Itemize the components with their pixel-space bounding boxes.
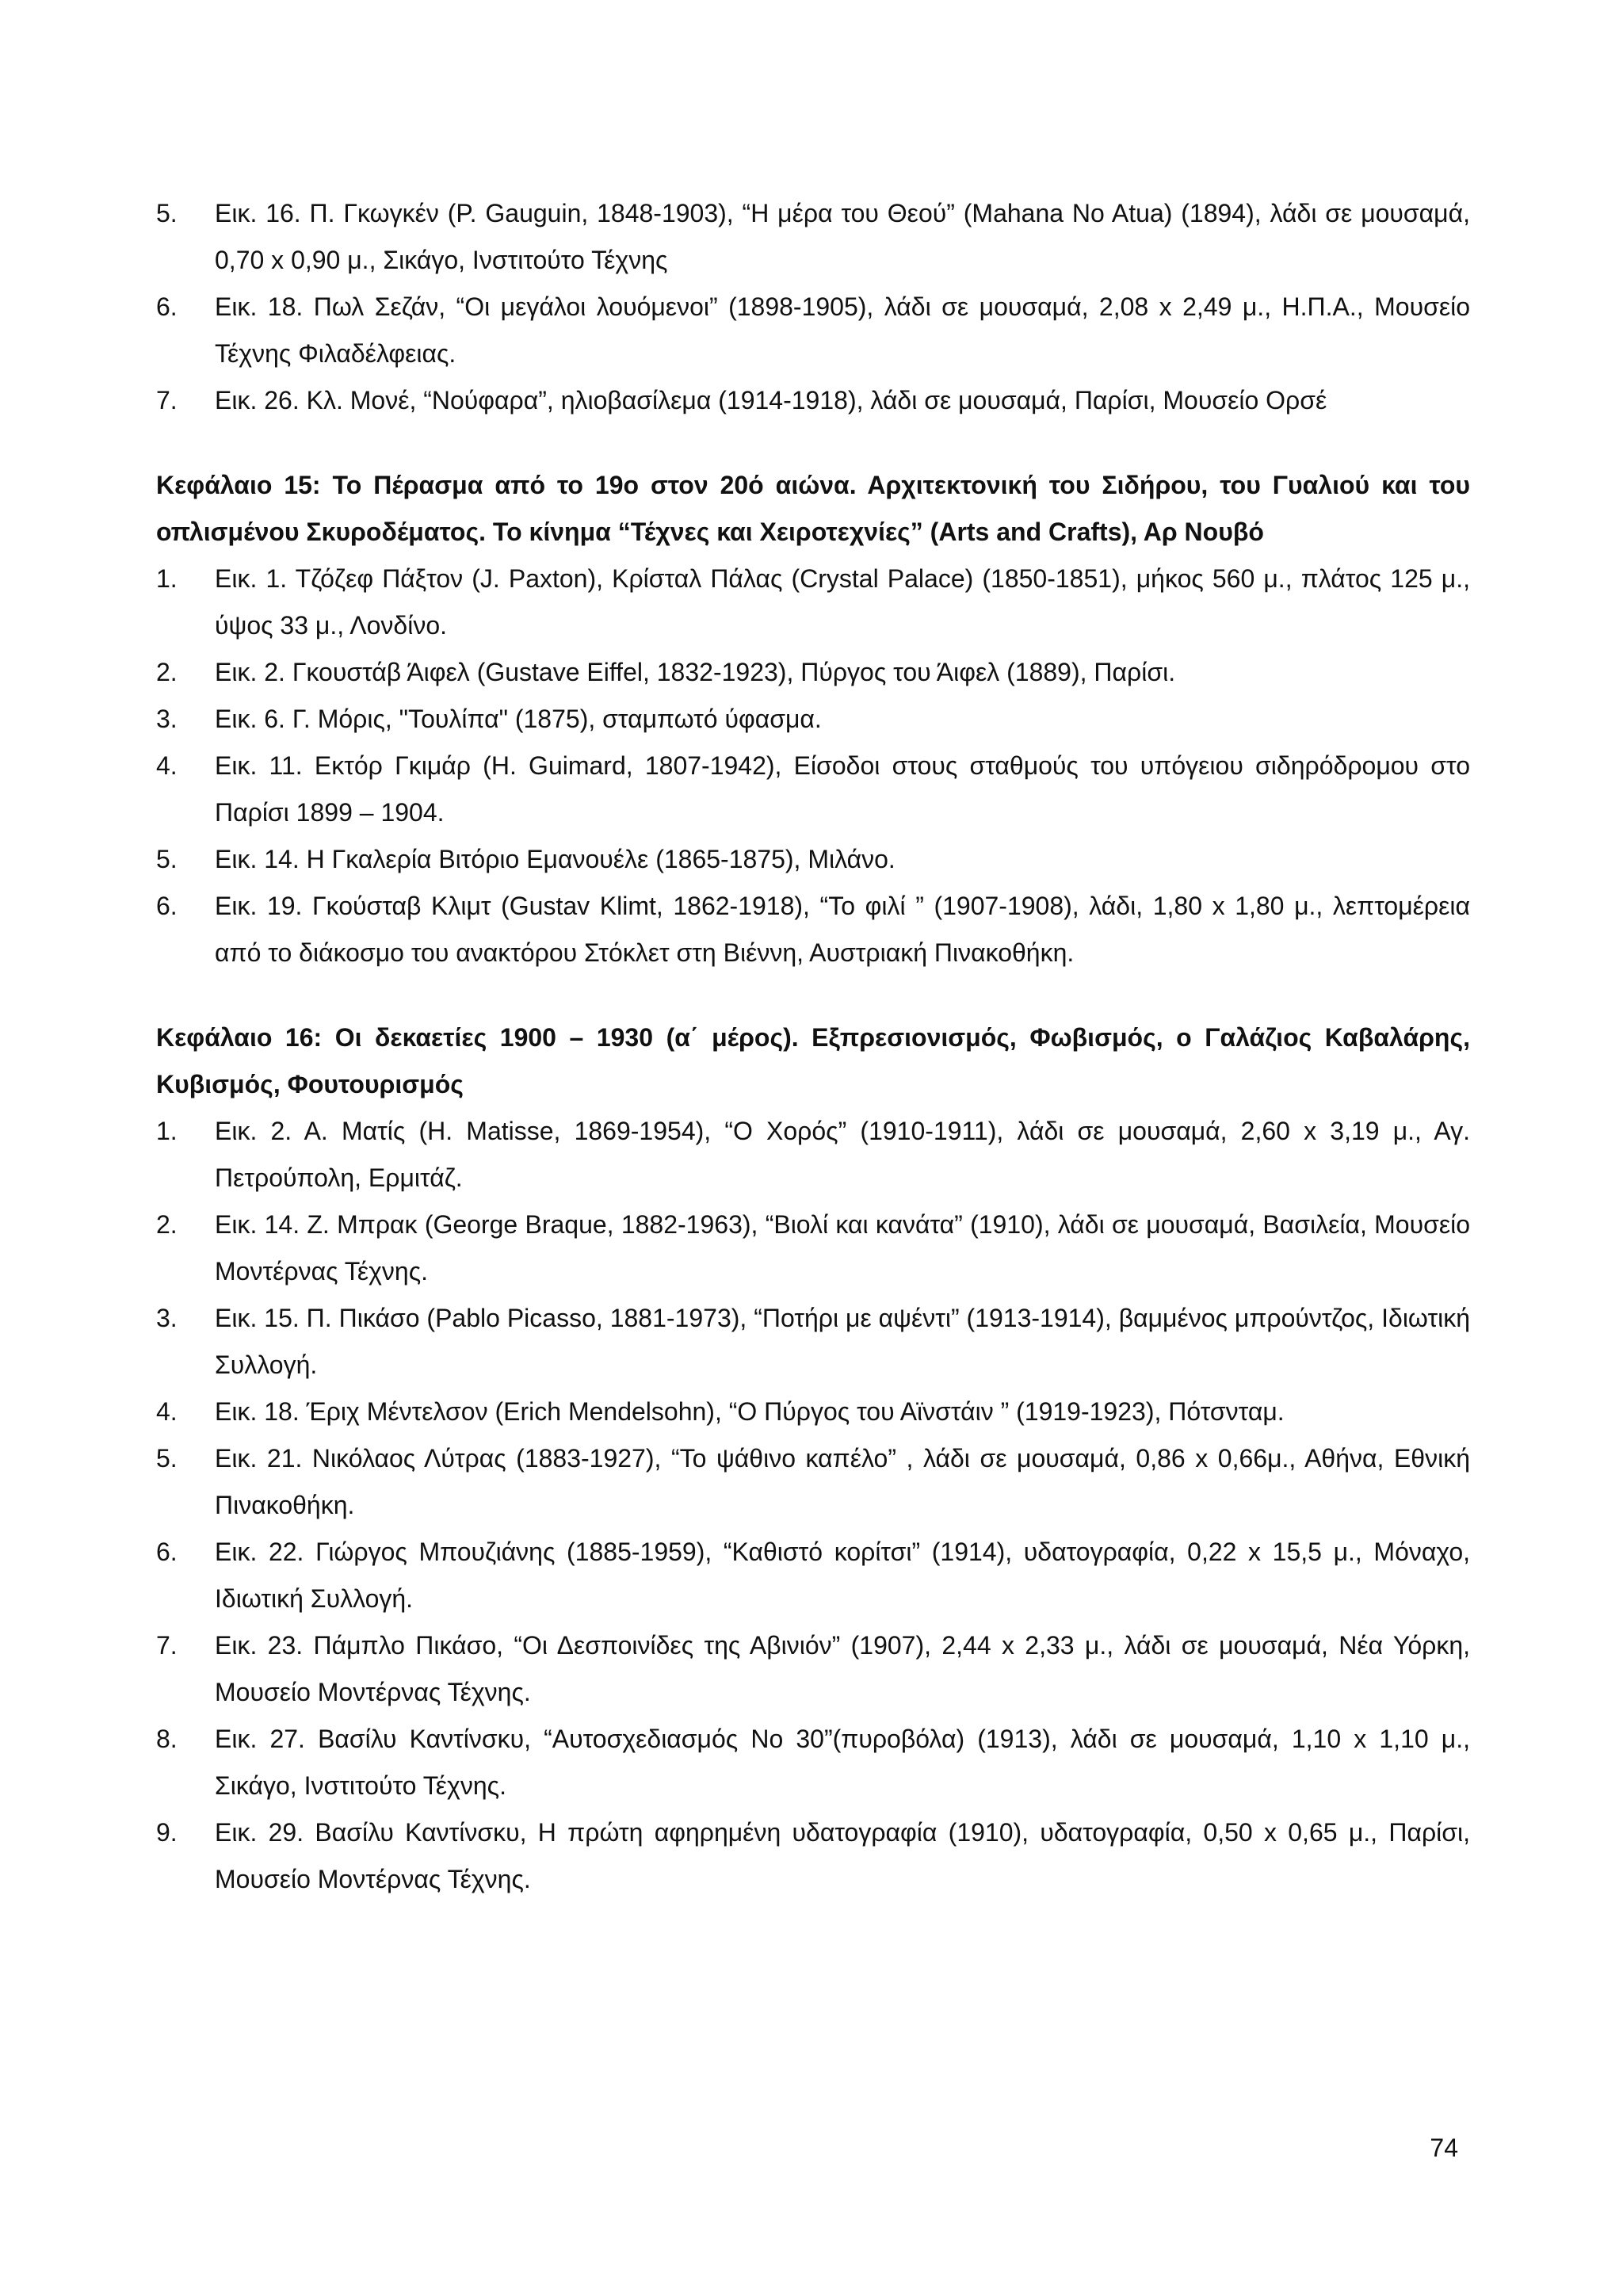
page-content — [156, 190, 1470, 1903]
figure-list — [156, 556, 1470, 976]
list-item — [156, 556, 1470, 649]
list-item — [156, 696, 1470, 743]
list-item-number: 1. — [156, 564, 178, 593]
list-item-text: Εικ. 22. Γιώργος Μπουζιάνης (1885-1959), “Καθιστό κορίτσι” (1914), υδατογραφία, 0,22 x 15,5 μ., Μόναχο, Ιδιωτική Συλλογή. — [215, 1538, 1470, 1613]
list-item-text: Εικ. 14. Η Γκαλερία Βιτόριο Εμανουέλε (1865-1875), Μιλάνο. — [215, 845, 896, 873]
list-item-number: 6. — [156, 1538, 178, 1566]
list-item-text: Εικ. 26. Κλ. Μονέ, “Νούφαρα”, ηλιοβασίλεμα (1914-1918), λάδι σε μουσαμά, Παρίσι, Μουσείο Ορσέ — [215, 386, 1327, 415]
list-item-text: Εικ. 18. Έριχ Μέντελσον (Erich Mendelsohn), “Ο Πύργος του Αϊνστάιν ” (1919-1923), Πότσνταμ. — [215, 1397, 1285, 1426]
figure-list — [156, 190, 1470, 424]
list-item-number: 6. — [156, 892, 178, 920]
list-item-number: 7. — [156, 1631, 178, 1660]
list-item-text: Εικ. 18. Πωλ Σεζάν, “Οι μεγάλοι λουόμενοι” (1898-1905), λάδι σε μουσαμά, 2,08 x 2,49 μ., Η.Π.Α., Μουσείο Τέχνης Φιλαδέλφειας. — [215, 292, 1470, 368]
list-item-number: 6. — [156, 292, 178, 321]
list-item — [156, 1622, 1470, 1716]
list-item-number: 3. — [156, 1304, 178, 1332]
list-item-text: Εικ. 14. Ζ. Μπρακ (George Braque, 1882-1963), “Βιολί και κανάτα” (1910), λάδι σε μουσαμά, Βασιλεία, Μουσείο Μοντέρνας Τέχνης. — [215, 1210, 1470, 1286]
chapter-heading: Κεφάλαιο 15: Το Πέρασμα από το 19ο στον 20ό αιώνα. Αρχιτεκτονική του Σιδήρου, του Γυαλιού και του οπλισμένου Σκυροδέματος. Το κίνημα “Τέχνες και Χειροτεχνίες” (Arts and Crafts), Αρ Νουβό — [156, 471, 1470, 546]
list-item — [156, 883, 1470, 976]
list-item — [156, 1108, 1470, 1201]
list-item — [156, 1389, 1470, 1435]
list-item — [156, 377, 1470, 424]
list-item-number: 8. — [156, 1725, 178, 1753]
chapter-heading: Κεφάλαιο 16: Οι δεκαετίες 1900 – 1930 (α΄ μέρος). Εξπρεσιονισμός, Φωβισμός, ο Γαλάζιος Καβαλάρης, Κυβισμός, Φουτουρισμός — [156, 1023, 1470, 1098]
list-item-number: 5. — [156, 199, 178, 227]
list-item-number: 4. — [156, 751, 178, 780]
section-chapter-16 — [156, 1014, 1470, 1903]
list-item — [156, 190, 1470, 284]
list-item-number: 2. — [156, 658, 178, 686]
list-item — [156, 1295, 1470, 1389]
list-item-text: Εικ. 16. Π. Γκωγκέν (P. Gauguin, 1848-1903), “Η μέρα του Θεού” (Mahana No Atua) (1894), λάδι σε μουσαμά, 0,70 x 0,90 μ., Σικάγο, Ινστιτούτο Τέχνης — [215, 199, 1470, 274]
list-item-text: Εικ. 23. Πάμπλο Πικάσο, “Οι Δεσποινίδες της Αβινιόν” (1907), 2,44 x 2,33 μ., λάδι σε μουσαμά, Νέα Υόρκη, Μουσείο Μοντέρνας Τέχνης. — [215, 1631, 1470, 1706]
list-item-number: 2. — [156, 1210, 178, 1239]
list-item-number: 5. — [156, 1444, 178, 1473]
section-chapter-15 — [156, 462, 1470, 976]
list-item-text: Εικ. 2. Γκουστάβ Άιφελ (Gustave Eiffel, 1832-1923), Πύργος του Άιφελ (1889), Παρίσι. — [215, 658, 1176, 686]
list-item-number: 9. — [156, 1818, 178, 1847]
list-item — [156, 1529, 1470, 1622]
page-number: 74 — [1430, 2134, 1458, 2162]
list-item — [156, 1435, 1470, 1529]
list-item-number: 5. — [156, 845, 178, 873]
list-item-text: Εικ. 15. Π. Πικάσο (Pablo Picasso, 1881-1973), “Ποτήρι με αψέντι” (1913-1914), βαμμένος μπρούντζος, Ιδιωτική Συλλογή. — [215, 1304, 1470, 1379]
list-item — [156, 1201, 1470, 1295]
list-item — [156, 284, 1470, 377]
list-item-text: Εικ. 19. Γκούσταβ Κλιμτ (Gustav Klimt, 1862-1918), “Το φιλί ” (1907-1908), λάδι, 1,80 x 1,80 μ., λεπτομέρεια από το διάκοσμο του ανακτόρου Στόκλετ στη Βιέννη, Αυστριακή Πινακοθήκη. — [215, 892, 1470, 967]
list-item-text: Εικ. 1. Τζόζεφ Πάξτον (J. Paxton), Κρίσταλ Πάλας (Crystal Palace) (1850-1851), μήκος 560 μ., πλάτος 125 μ., ύψος 33 μ., Λονδίνο. — [215, 564, 1470, 640]
list-item-number: 1. — [156, 1117, 178, 1145]
section-continuation — [156, 190, 1470, 424]
list-item-number: 4. — [156, 1397, 178, 1426]
list-item-text: Εικ. 6. Γ. Μόρις, "Τουλίπα" (1875), σταμπωτό ύφασμα. — [215, 705, 822, 733]
list-item-number: 7. — [156, 386, 178, 415]
list-item-text: Εικ. 2. Α. Ματίς (H. Matisse, 1869-1954), “Ο Χορός” (1910-1911), λάδι σε μουσαμά, 2,60 x 3,19 μ., Αγ. Πετρούπολη, Ερμιτάζ. — [215, 1117, 1470, 1192]
list-item — [156, 649, 1470, 696]
list-item-text: Εικ. 29. Βασίλυ Καντίνσκυ, Η πρώτη αφηρημένη υδατογραφία (1910), υδατογραφία, 0,50 x 0,65 μ., Παρίσι, Μουσείο Μοντέρνας Τέχνης. — [215, 1818, 1470, 1893]
list-item-number: 3. — [156, 705, 178, 733]
list-item — [156, 743, 1470, 836]
figure-list — [156, 1108, 1470, 1903]
list-item — [156, 1809, 1470, 1903]
list-item-text: Εικ. 11. Εκτόρ Γκιμάρ (H. Guimard, 1807-1942), Είσοδοι στους σταθμούς του υπόγειου σιδηρόδρομου στο Παρίσι 1899 – 1904. — [215, 751, 1470, 827]
list-item — [156, 1716, 1470, 1809]
list-item — [156, 836, 1470, 883]
list-item-text: Εικ. 27. Βασίλυ Καντίνσκυ, “Αυτοσχεδιασμός Νο 30”(πυροβόλα) (1913), λάδι σε μουσαμά, 1,10 x 1,10 μ., Σικάγο, Ινστιτούτο Τέχνης. — [215, 1725, 1470, 1800]
list-item-text: Εικ. 21. Νικόλαος Λύτρας (1883-1927), “Το ψάθινο καπέλο” , λάδι σε μουσαμά, 0,86 x 0,66μ., Αθήνα, Εθνική Πινακοθήκη. — [215, 1444, 1470, 1519]
